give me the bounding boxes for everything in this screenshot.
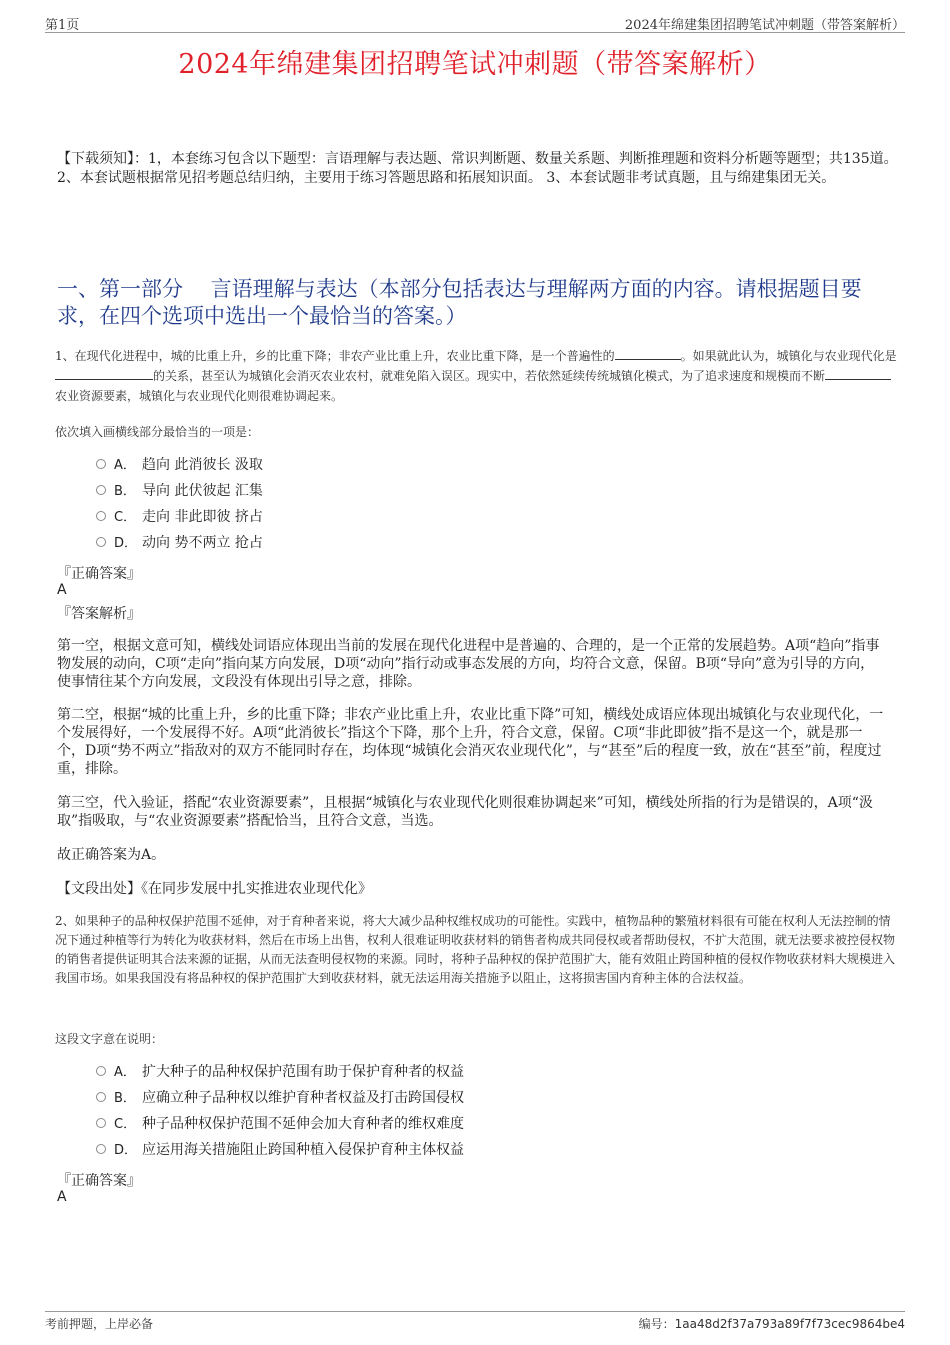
download-notice: 【下载须知】：1，本套练习包含以下题型：言语理解与表达题、常识判断题、数量关系题、判断推理题和资料分析题等题型；共135道。 2、本套试题根据常见招考题总结归纳，主要用于练习答题思路和拓展知识面。 3、本套试题非考试真题，且与绵建集团无关。: [57, 151, 898, 186]
radio-icon[interactable]: [96, 1118, 106, 1128]
section-title: 一、第一部分 言语理解与表达（本部分包括表达与理解两方面的内容。请根据题目要求，在四个选项中选出一个最恰当的答案。）: [57, 277, 862, 328]
analysis-paragraph-2: 第二空，根据“城的比重上升，乡的比重下降；非农产业比重上升，农业比重下降”可知，横线处成语应体现出城镇化与农业现代化，一个发展得好，一个发展得不好。A项“此消彼长”指这个下降，那个上升，符合文意，保留。C项“非此即彼”指不是这一个，就是那一个，D项“势不两立”指敌对的双方不能同时存在，均体现“城镇化会消灭农业现代化”，与“甚至”后的程度一致，放在“甚至”前，程度过重，排除。: [57, 707, 884, 777]
radio-icon[interactable]: [96, 511, 106, 521]
q1-part-4: 农业资源要素，城镇化与农业现代化则很难协调起来。: [55, 389, 344, 403]
page-header: [45, 14, 905, 33]
page-footer: [45, 1311, 905, 1333]
footer-slogan: 考前押题，上岸必备: [45, 1317, 154, 1331]
analysis-label: 『答案解析』: [57, 606, 141, 622]
q1-part-1: 1、在现代化进程中，城的比重上升，乡的比重下降；非农产业比重上升，农业比重下降，是一个普遍性的: [55, 349, 615, 363]
option-d[interactable]: D． 动向 势不两立 抢占: [96, 530, 263, 556]
question-2-text: 2、如果种子的品种权保护范围不延伸，对于育种者来说，将大大减少品种权维权成功的可能性。实践中，植物品种的繁殖材料很有可能在权利人无法控制的情况下通过种植等行为转化为收获材料，然后在市场上出售，权利人很难证明收获材料的销售者构成共同侵权或者帮助侵权，不扩大范围，就无法要求被控侵权物的销售者提供证明其合法来源的证据，从而无法查明侵权物的来源。同时，将种子品种权的保护范围扩大，能有效阻止跨国种植的侵权作物收获材料大规模进入我国市场。如果我国没有将品种权的保护范围扩大到收获材料，就无法运用海关措施予以阻止，这将损害国内育种主体的合法权益。: [55, 914, 896, 985]
radio-icon[interactable]: [96, 1066, 106, 1076]
question-2-prompt: 这段文字意在说明：: [55, 1032, 164, 1046]
header-doc-title: 2024年绵建集团招聘笔试冲刺题（带答案解析）: [624, 18, 905, 33]
q1-part-2: 。如果就此认为，城镇化与农业现代化是: [680, 349, 897, 363]
analysis-conclusion: 故正确答案为A。: [57, 847, 166, 863]
q1-part-3: 的关系，甚至认为城镇化会消灭农业农村，就难免陷入误区。现实中，若依然延续传统城镇化模式，为了追求速度和规模而不断: [153, 369, 826, 383]
option-b[interactable]: B． 应确立种子品种权以维护育种者权益及打击跨国侵权: [96, 1085, 464, 1111]
option-c[interactable]: C． 走向 非此即彼 挤占: [96, 504, 263, 530]
option-b[interactable]: B． 导向 此伏彼起 汇集: [96, 478, 263, 504]
correct-answer: A: [57, 1189, 67, 1205]
correct-answer-label: 『正确答案』: [57, 1173, 141, 1189]
question-2-options: [96, 1059, 464, 1163]
question-1-prompt: 依次填入画横线部分最恰当的一项是：: [55, 425, 260, 439]
radio-icon[interactable]: [96, 1144, 106, 1154]
option-d[interactable]: D． 应运用海关措施阻止跨国种植入侵保护育种主体权益: [96, 1137, 464, 1163]
question-1-text: [55, 346, 900, 406]
radio-icon[interactable]: [96, 1092, 106, 1102]
option-a[interactable]: A． 扩大种子的品种权保护范围有助于保护育种者的权益: [96, 1059, 464, 1085]
fill-blank: [615, 347, 681, 360]
analysis-paragraph-1: 第一空，根据文意可知，横线处词语应体现出当前的发展在现代化进程中是普遍的、合理的，是一个正常的发展趋势。A项“趋向”指事物发展的动向，C项“走向”指向某方向发展，D项“动向”指行动或事态发展的方向，均符合文意，保留。B项“导向”意为引导的方向，使事情往某个方向发展，文段没有体现出引导之意，排除。: [57, 638, 880, 690]
page-number: 第1页: [45, 18, 80, 33]
fill-blank: [55, 367, 153, 380]
correct-answer: A: [57, 582, 67, 598]
analysis-paragraph-3: 第三空，代入验证，搭配“农业资源要素”，且根据“城镇化与农业现代化则很难协调起来”可知，横线处所指的行为是错误的，A项“汲取”指吸取，与“农业资源要素”搭配恰当，且符合文意，当选。: [57, 795, 873, 829]
document-code: 编号：1aa48d2f37a793a89f7f73cec9864be4: [638, 1317, 905, 1331]
question-1-options: [96, 452, 263, 556]
radio-icon[interactable]: [96, 485, 106, 495]
source-citation: 【文段出处】《在同步发展中扎实推进农业现代化》: [57, 881, 372, 897]
option-a[interactable]: A． 趋向 此消彼长 汲取: [96, 452, 263, 478]
correct-answer-label: 『正确答案』: [57, 566, 141, 582]
radio-icon[interactable]: [96, 537, 106, 547]
document-title: 2024年绵建集团招聘笔试冲刺题（带答案解析）: [178, 49, 772, 80]
option-c[interactable]: C． 种子品种权保护范围不延伸会加大育种者的维权难度: [96, 1111, 464, 1137]
radio-icon[interactable]: [96, 459, 106, 469]
fill-blank: [825, 367, 891, 380]
